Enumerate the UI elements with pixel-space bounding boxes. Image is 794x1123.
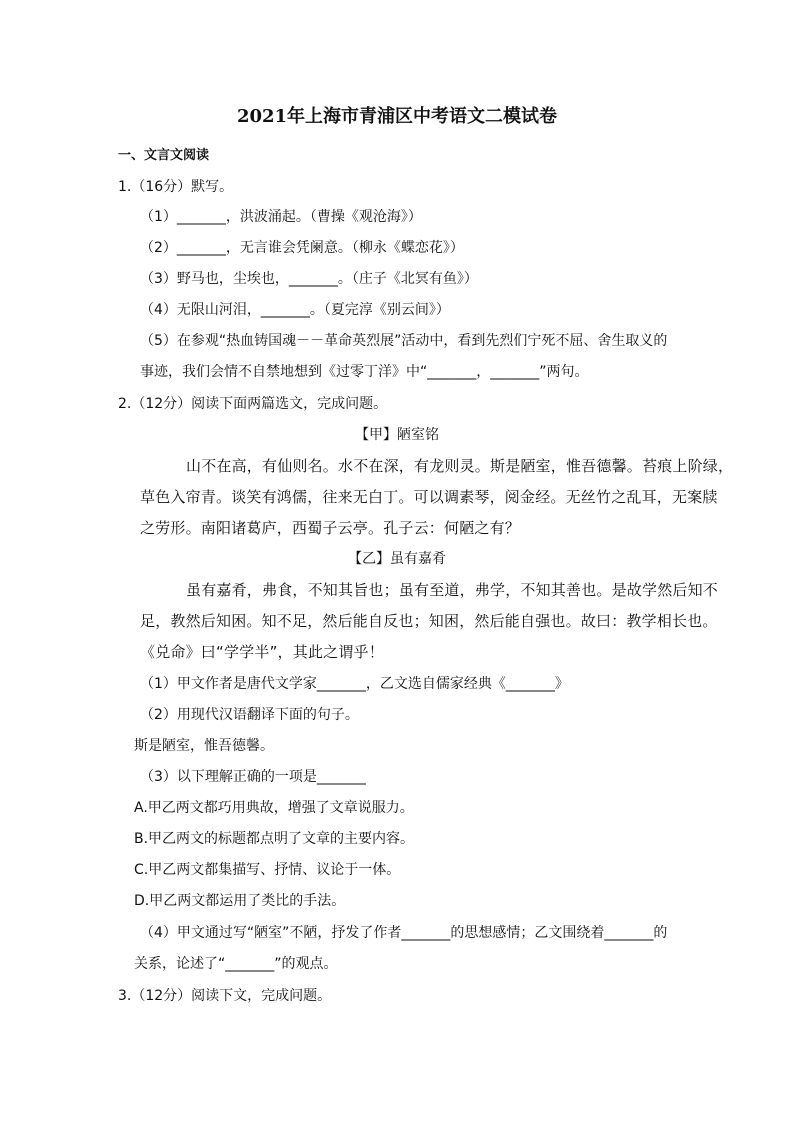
passage-yi-heading: 【乙】虽有嘉肴 [348,551,446,567]
passage-yi-line-2: 足，教然后知困。知不足，然后能自反也；知困，然后能自强也。故曰：教学相长也。 [140,612,718,630]
question-3-stem: 3.（12分）阅读下文，完成问题。 [118,988,332,1004]
passage-yi-line-1: 虽有嘉肴，弗食，不知其旨也；虽有至道，弗学，不知其善也。是故学然后知不 [186,581,719,599]
question-2-sub-2: （2）用现代汉语翻译下面的句子。 [140,707,359,723]
passage-jia-line-3: 之劳形。南阳诸葛庐，西蜀子云亭。孔子云：何陋之有？ [140,519,521,537]
passage-jia-line-1: 山不在高，有仙则名。水不在深，有龙则灵。斯是陋室，惟吾德馨。苔痕上阶绿， [186,457,734,475]
passage-jia-heading: 【甲】陋室铭 [355,427,439,443]
question-2-option-c: C.甲乙两文都集描写、抒情、议论于一体。 [134,862,401,878]
exam-title: 2021年上海市青浦区中考语文二模试卷 [236,106,558,127]
question-2-stem: 2.（12分）阅读下面两篇选文，完成问题。 [118,396,388,412]
question-2-sub-3: （3）以下理解正确的一项是_______ [140,769,366,785]
passage-yi-line-3: 《兑命》曰“学学半”，其此之谓乎！ [140,643,384,661]
question-1-item-1: （1）_______，洪波涌起。（曹操《观沧海》） [140,209,422,225]
question-1-item-4: （4）无限山河泪，_______。（夏完淳《别云间》） [140,302,450,318]
question-2-option-d: D.甲乙两文都运用了类比的手法。 [134,893,346,909]
question-2-option-b: B.甲乙两文的标题都点明了文章的主要内容。 [134,831,415,847]
question-1-stem: 1.（16分）默写。 [118,179,234,195]
passage-jia-line-2: 草色入帘青。谈笑有鸿儒，往来无白丁。可以调素琴，阅金经。无丝竹之乱耳，无案牍 [140,488,718,506]
section-heading-classical-reading: 一、文言文阅读 [118,148,210,163]
question-2-option-a: A.甲乙两文都巧用典故，增强了文章说服力。 [134,800,414,816]
question-2-sub-4: （4）甲文通过写“陋室”不陋，抒发了作者_______的思想感情；乙文围绕着_______的 [140,925,668,941]
question-2-sub-1: （1）甲文作者是唐代文学家_______，乙文选自儒家经典《_______》 [140,676,569,692]
question-1-item-3: （3）野马也，尘埃也，_______。（庄子《北冥有鱼》） [140,271,478,287]
question-1-item-5-continued: 事迹，我们会情不自禁地想到《过零丁洋》中“_______，_______”两句。 [140,364,589,380]
question-2-sub-4-continued: 关系，论述了“_______”的观点。 [134,956,338,972]
question-2-sub-2-sentence: 斯是陋室，惟吾德馨。 [134,738,274,754]
question-1-item-5: （5）在参观“热血铸国魂－－革命英烈展”活动中，看到先烈们宁死不屈、舍生取义的 [140,333,668,349]
question-1-item-2: （2）_______，无言谁会凭阑意。（柳永《蝶恋花》） [140,240,464,256]
